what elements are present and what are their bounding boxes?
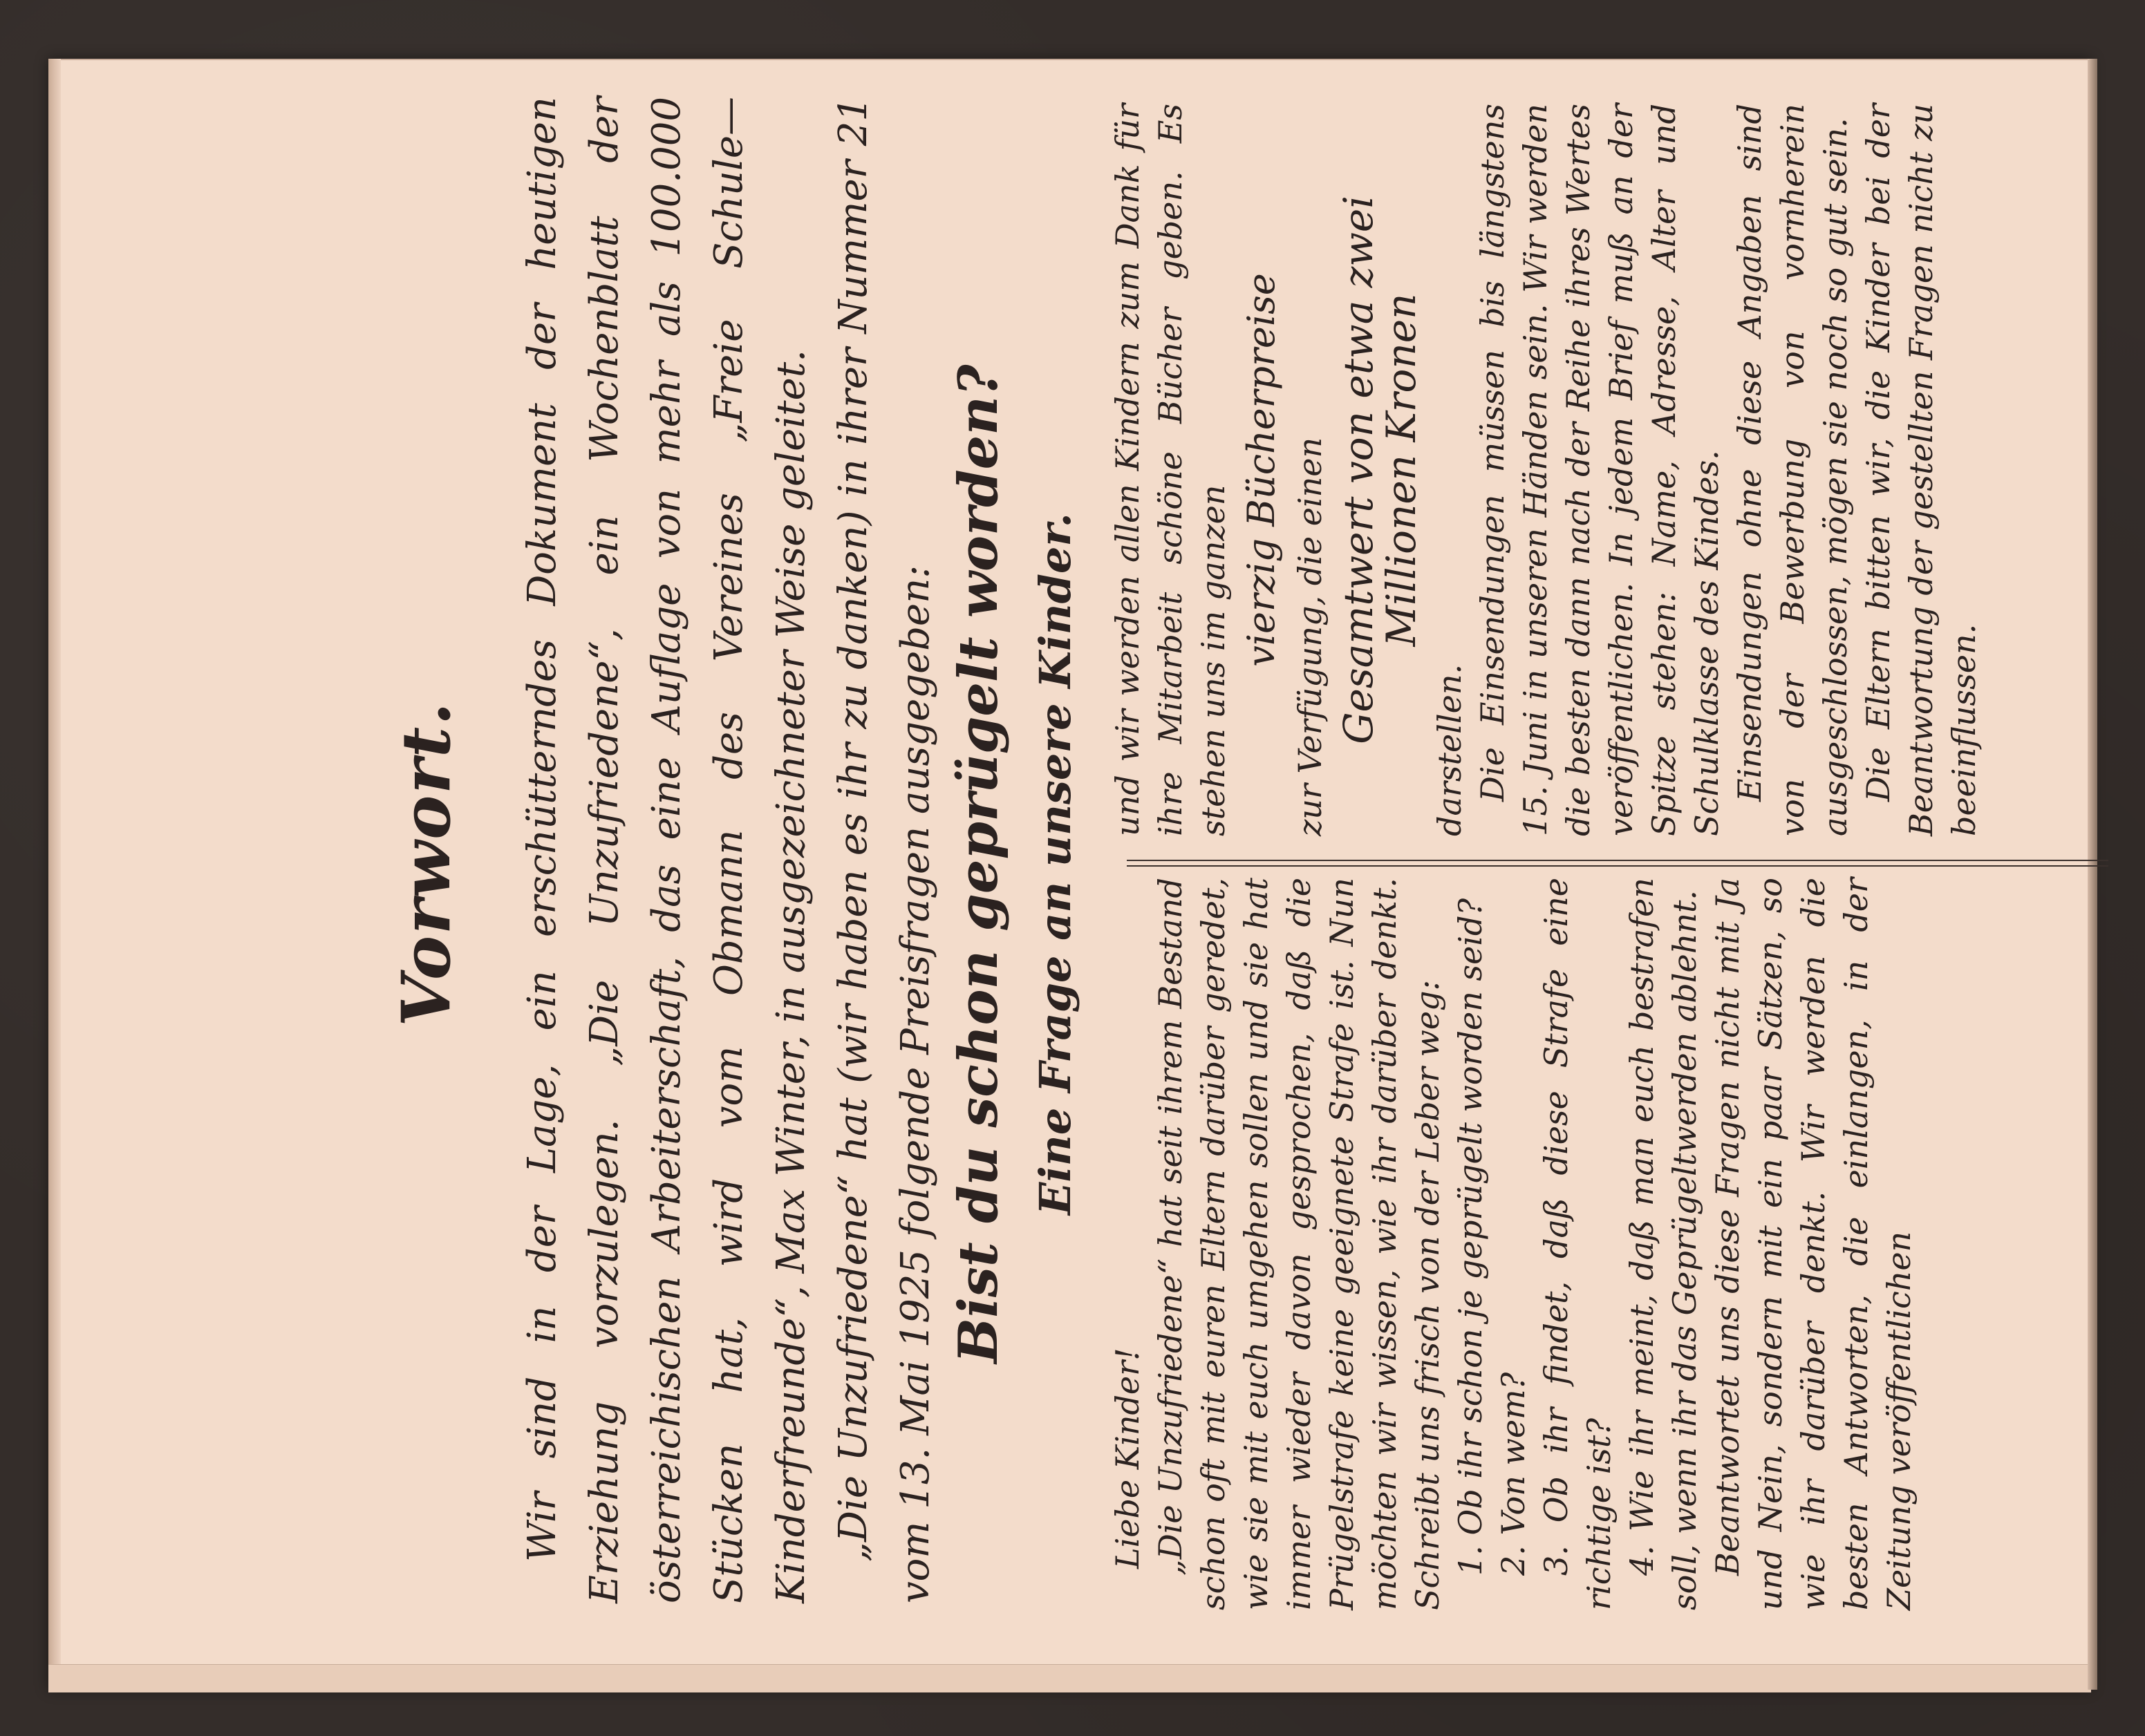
- left-column: [1106, 878, 1920, 1610]
- paragraph: „Die Unzufriedene“ hat seit ihrem Bestand schon oft mit euren Eltern darüber geredet, wie sie mit euch umgehen sollen und sie hat immer wieder davon gesprochen, daß die Prügelstrafe keine geeignete Strafe ist. Nun möchten wir wissen, wie ihr darüber denkt. Schreibt uns frisch von der Leber weg:: [1152, 878, 1446, 1610]
- paragraph: und wir werden allen Kindern zum Dank für ihre Mitarbeit schöne Bücher geben. Es stehen uns im ganzen: [1109, 104, 1232, 836]
- intro-text: [512, 97, 947, 1603]
- prize-value: Gesamtwert von etwa zwei Millionen Kronen: [1335, 196, 1425, 744]
- paragraph: Die Eltern bitten wir, die Kinder bei der Beantwortung der gestellten Fragen nicht zu beeinflussen.: [1860, 104, 1983, 836]
- section-heading: Bist du schon geprügelt worden?: [947, 364, 1010, 1364]
- question-3: 3. Ob ihr findet, daß diese Strafe eine richtige ist?: [1537, 878, 1618, 1610]
- section-subheading: Eine Frage an unsere Kinder.: [1030, 513, 1080, 1215]
- paragraph: zur Verfügung, die einen: [1291, 437, 1329, 836]
- greeting: Liebe Kinder!: [1109, 1348, 1146, 1569]
- paragraph: darstellen.: [1431, 663, 1468, 836]
- right-column: [1106, 104, 1985, 836]
- question-4: 4. Wie ihr meint, daß man euch bestrafen soll, wenn ihr das Geprügeltwerden ablehnt.: [1623, 878, 1703, 1610]
- intro-paragraph: Wir sind in der Lage, ein erschütterndes Dokument der heutigen Erziehung vorzulegen. „Die Unzufriedene“, ein Wochenblatt der österreichischen Arbeiterschaft, das eine Auflage von mehr als 100.000 Stücken hat, wird vom Obmann des Vereines „Freie Schule—Kinderfreunde“, Max Winter, in ausgezeichneter Weise geleitet.: [520, 97, 814, 1603]
- paragraph: Die Einsendungen müssen bis längstens 15. Juni in unseren Händen sein. Wir werden die besten dann nach der Reihe ihres Wertes veröffentlichen. In jedem Brief muß an der Spitze stehen: Name, Adresse, Alter und Schulklasse des Kindes.: [1474, 104, 1725, 836]
- paragraph: Einsendungen ohne diese Angaben sind von der Bewerbung von vornherein ausgeschlossen, mögen sie noch so gut sein.: [1731, 104, 1854, 836]
- page-bottom-edge: [48, 1664, 2091, 1692]
- paragraph: Beantwortet uns diese Fragen nicht mit Ja und Nein, sondern mit ein paar Sätzen, so wie ihr darüber denkt. Wir werden die besten Antworten, die einlangen, in der Zeitung veröffentlichen: [1709, 878, 1918, 1610]
- prize-count: vierzig Bücherpreise: [1239, 273, 1283, 667]
- question-1: 1. Ob ihr schon je geprügelt worden seid?: [1452, 898, 1489, 1576]
- page-title: Vorwort.: [387, 701, 465, 1027]
- column-divider: [1127, 860, 2108, 867]
- intro-paragraph: „Die Unzufriedene“ hat (wir haben es ihr zu danken) in ihrer Nummer 21 vom 13. Mai 1925 folgende Preisfragen ausgegeben:: [831, 97, 938, 1603]
- page-gutter: [48, 59, 61, 1690]
- question-2: 2. Von wem?: [1495, 1372, 1532, 1576]
- rotated-page-content: [387, 69, 2145, 1659]
